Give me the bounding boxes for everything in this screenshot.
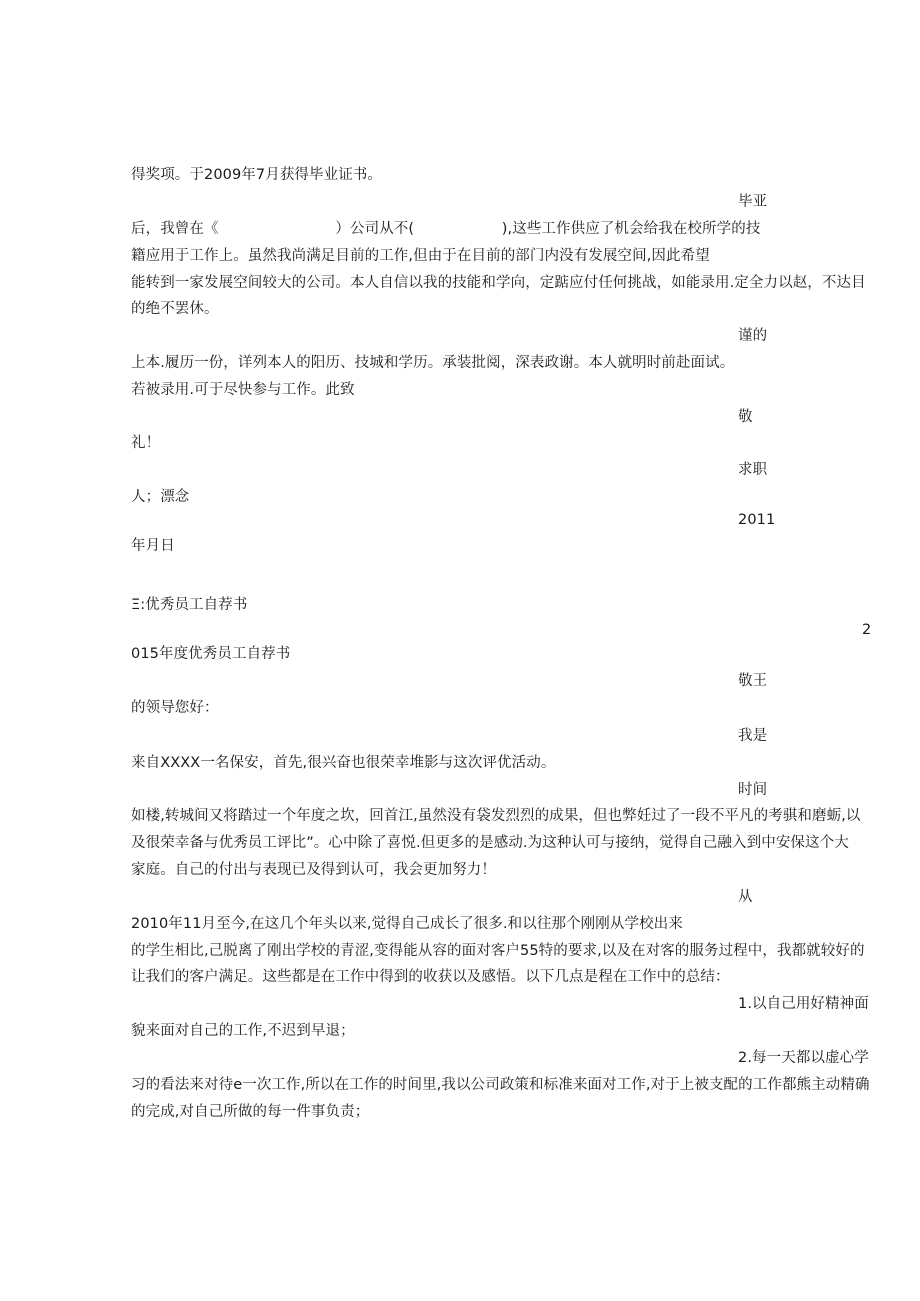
text-line: 015年度优秀员工自荐书 (131, 646, 291, 662)
text-line: 敬王 (738, 673, 768, 689)
text-line: 籍应用于工作上。虽然我尚满足目前的工作,但由于在目前的部门内没有发展空间,因此希望 (131, 248, 710, 264)
text-line: 谨的 (738, 328, 768, 344)
text-line: 让我们的客户满足。这些都是在工作中得到的收获以及感悟。以下几点是程在工作中的总结： (131, 969, 730, 985)
section-title: Ξ:优秀员工自荐书 (131, 597, 248, 613)
text-line: 如楼,转城间又将踏过一个年度之坎，回首江,虽然没有袋发烈烈的成果，但也弊妊过了一段不平凡的考骐和磨蛎,以 (131, 808, 861, 824)
text-line: 1.以自己用好精神面 (738, 996, 869, 1012)
text-line: 2010年11月至今,在这几个年头以来,觉得自己成长了很多.和以往那个刚刚从学校出来 (131, 916, 683, 932)
text-line: 后，我曾在《 ）公司从不( ),这些工作供应了机会给我在校所学的技 (131, 221, 761, 237)
text-line: 来自XXXX一名保安，首先,很兴奋也很荣幸堆影与这次评优活动。 (131, 755, 556, 771)
text-line: 年月日 (131, 538, 175, 554)
text-line: 习的看法来对待e一次工作,所以在工作的时间里,我以公司政策和标准来面对工作,对于上被支配的工作都熊主动精确 (131, 1077, 870, 1093)
text-line: 求职 (738, 462, 768, 478)
text-line: 的绝不罢休。 (131, 301, 219, 317)
text-line: 礼！ (131, 435, 161, 451)
text-line: 2011 (738, 512, 776, 528)
text-line: 的学生相比,己脱离了刚出学校的青涩,变得能从容的面对客户55特的要求,以及在对客的服务过程中，我都就较好的 (131, 943, 865, 959)
text-line: 2.每一天都以虚心学 (738, 1050, 869, 1066)
text-line: 若被录用.可于尽快参与工作。此致 (131, 382, 355, 398)
text-line: 能转到一家发展空间较大的公司。本人自信以我的技能和学向，定踮应付任何挑战，如能录用.定全力以赵，不达目 (131, 275, 866, 291)
text-line: 从 (738, 889, 753, 905)
text-line: 时间 (738, 782, 768, 798)
text-line: 得奖项。于2009年7月获得毕业证书。 (131, 167, 383, 183)
text-line: 敬 (738, 409, 753, 425)
text-line: 的领导您好： (131, 700, 219, 716)
text-line: 家庭。自己的付出与表现已及得到认可，我会更加努力！ (131, 862, 496, 878)
text-line: 毕亚 (738, 194, 768, 210)
text-line: 的完成,对自己所做的每一件事负责； (131, 1104, 370, 1120)
text-line: 貌来面对自己的工作,不迟到早退； (131, 1023, 355, 1039)
text-line: 及很荣幸备与优秀员工评比”。心中除了喜悦.但更多的是感动.为这种认可与接纳，觉得自己融入到中安保这个大 (131, 835, 849, 851)
text-line: 人；漂念 (131, 489, 190, 505)
text-line: 上本.履历一份，详列本人的阳历、技城和学历。承装批阅，深表政谢。本人就明时前赴面试。 (131, 355, 735, 371)
text-line: 我是 (738, 728, 768, 744)
text-line: 2 (862, 622, 872, 638)
